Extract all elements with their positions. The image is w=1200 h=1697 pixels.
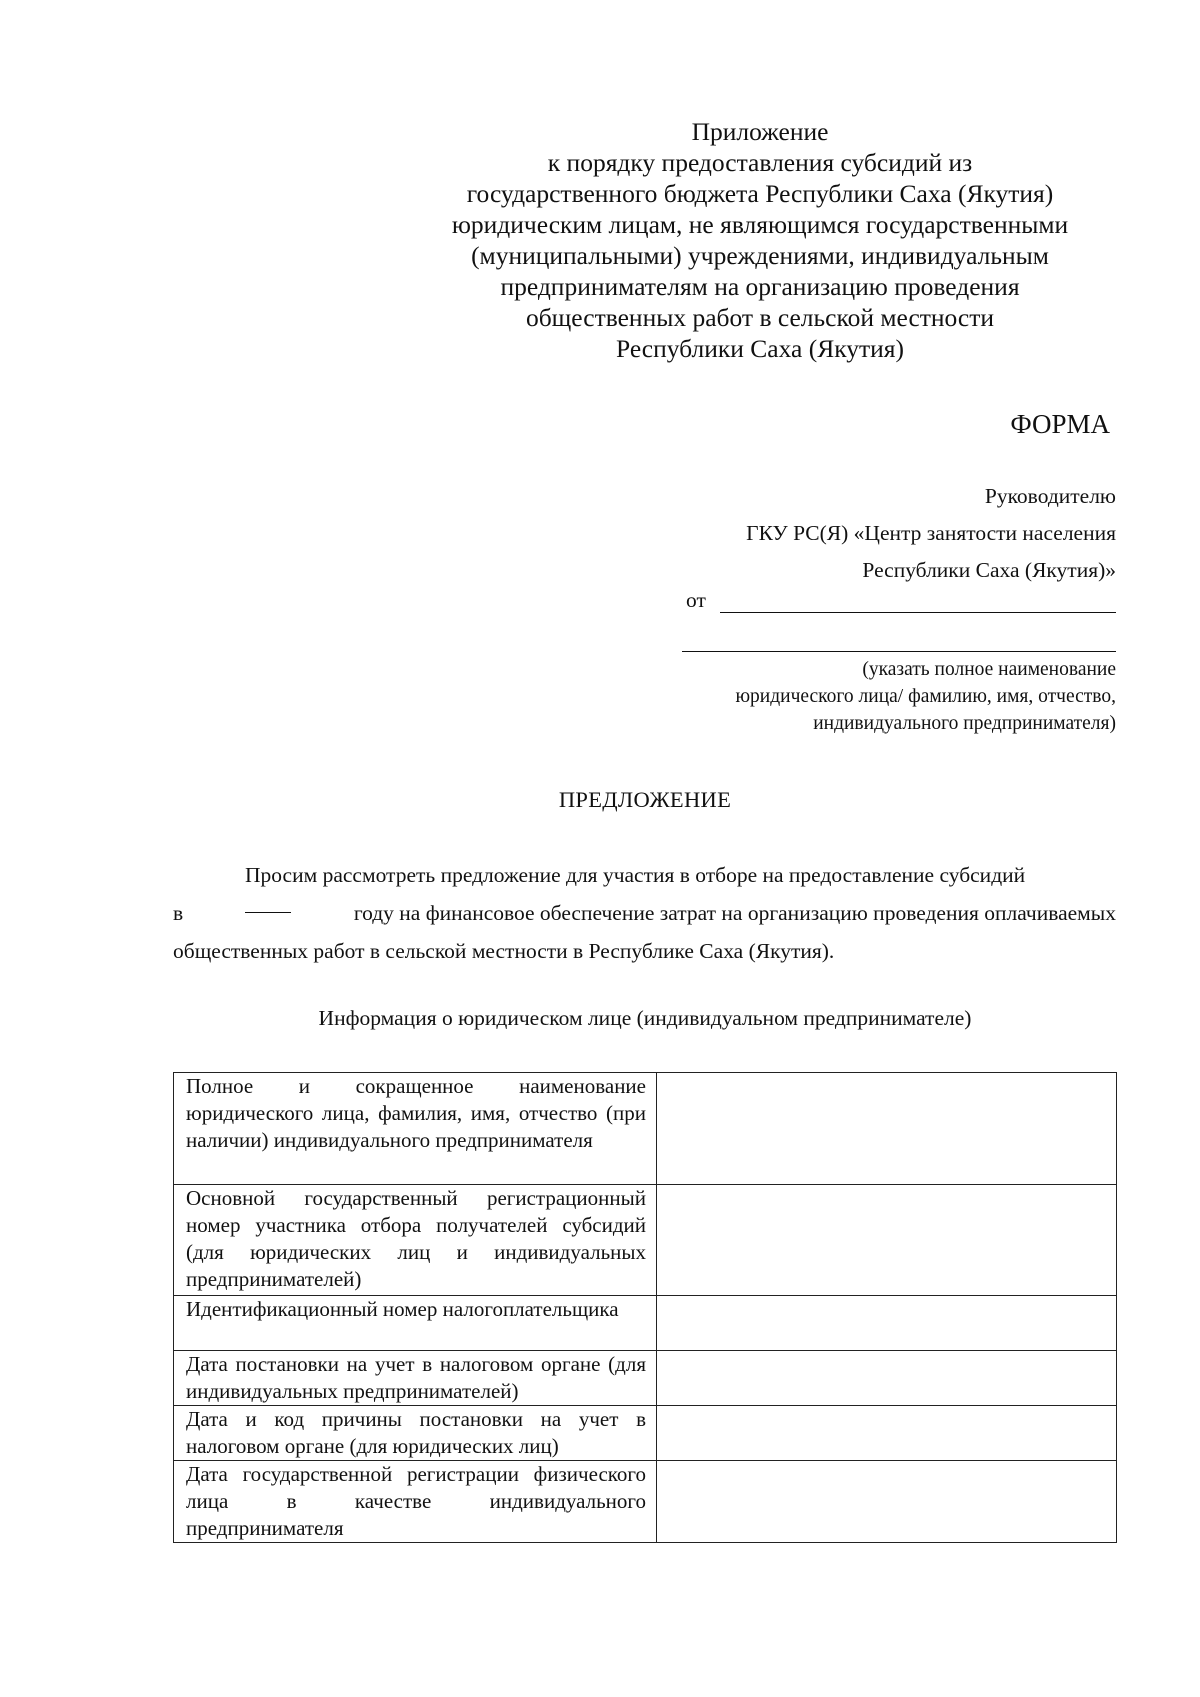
from-label: от — [686, 588, 706, 612]
row-value-cell[interactable] — [657, 1406, 1117, 1461]
hint-line: (указать полное наименование — [862, 659, 1116, 680]
row-label: Идентификационный номер налогоплательщика — [174, 1296, 657, 1351]
table-row — [174, 1296, 1117, 1351]
row-value-cell[interactable] — [657, 1461, 1117, 1543]
row-label: Дата постановки на учет в налоговом органе (для индивидуальных предпринимателей) — [174, 1351, 657, 1406]
table-row — [174, 1351, 1117, 1406]
row-label: Дата государственной регистрации физического лица в качестве индивидуального предпринимателя — [174, 1461, 657, 1543]
applicant-hint — [596, 656, 1116, 737]
appendix-line: предпринимателям на организацию проведения — [500, 272, 1020, 301]
appendix-line: государственного бюджета Республики Саха (Якутия) — [466, 179, 1054, 208]
request-paragraph — [173, 856, 1116, 970]
appendix-line: юридическим лицам, не являющимся государственными — [451, 210, 1069, 239]
year-blank-field[interactable] — [245, 894, 291, 913]
applicant-name-fill-line[interactable] — [682, 651, 1116, 652]
table-caption: Информация о юридическом лице (индивидуальном предпринимателе) — [318, 1006, 972, 1030]
row-value-cell[interactable] — [657, 1073, 1117, 1185]
row-value-cell[interactable] — [657, 1296, 1117, 1351]
row-value-cell[interactable] — [657, 1185, 1117, 1296]
appendix-line: Республики Саха (Якутия) — [615, 334, 905, 363]
addressee-line: Руководителю — [984, 484, 1116, 508]
paragraph-line: Просим рассмотреть предложение для участия в отборе на предоставление субсидий — [245, 863, 1026, 887]
row-label: Основной государственный регистрационный номер участника отбора получателей субсидий (для юридических лиц и индивидуальных предпринимателей) — [174, 1185, 657, 1296]
appendix-line: к порядку предоставления субсидий из — [547, 148, 973, 177]
row-value-cell[interactable] — [657, 1351, 1117, 1406]
paragraph-line: общественных работ в сельской местности в Республике Саха (Якутия). — [173, 939, 835, 963]
table-row — [174, 1073, 1117, 1185]
hint-line: индивидуального предпринимателя) — [813, 713, 1116, 734]
appendix-line: (муниципальными) учреждениями, индивидуальным — [471, 241, 1049, 270]
form-label: ФОРМА — [1010, 409, 1110, 439]
table-row — [174, 1185, 1117, 1296]
table-row — [174, 1461, 1117, 1543]
appendix-line: Приложение — [691, 117, 829, 146]
applicant-info-table — [173, 1072, 1117, 1543]
addressee-block — [596, 478, 1116, 589]
row-label: Полное и сокращенное наименование юридического лица, фамилия, имя, отчество (при наличии) индивидуального предпринимателя — [174, 1073, 657, 1185]
document-title: ПРЕДЛОЖЕНИЕ — [558, 787, 732, 812]
appendix-line: общественных работ в сельской местности — [525, 303, 995, 332]
table-row — [174, 1406, 1117, 1461]
paragraph-line-with-year — [173, 894, 1116, 932]
paragraph-word: в — [173, 901, 184, 925]
appendix-header — [390, 116, 1130, 364]
addressee-line: Республики Саха (Якутия)» — [862, 558, 1116, 582]
from-fill-line[interactable] — [720, 612, 1116, 613]
paragraph-text: году на финансовое обеспечение затрат на организацию проведения оплачиваемых — [353, 901, 1116, 925]
addressee-line: ГКУ РС(Я) «Центр занятости населения — [746, 521, 1116, 545]
hint-line: юридического лица/ фамилию, имя, отчество, — [735, 686, 1116, 707]
from-row — [686, 588, 1116, 618]
row-label: Дата и код причины постановки на учет в налоговом органе (для юридических лиц) — [174, 1406, 657, 1461]
